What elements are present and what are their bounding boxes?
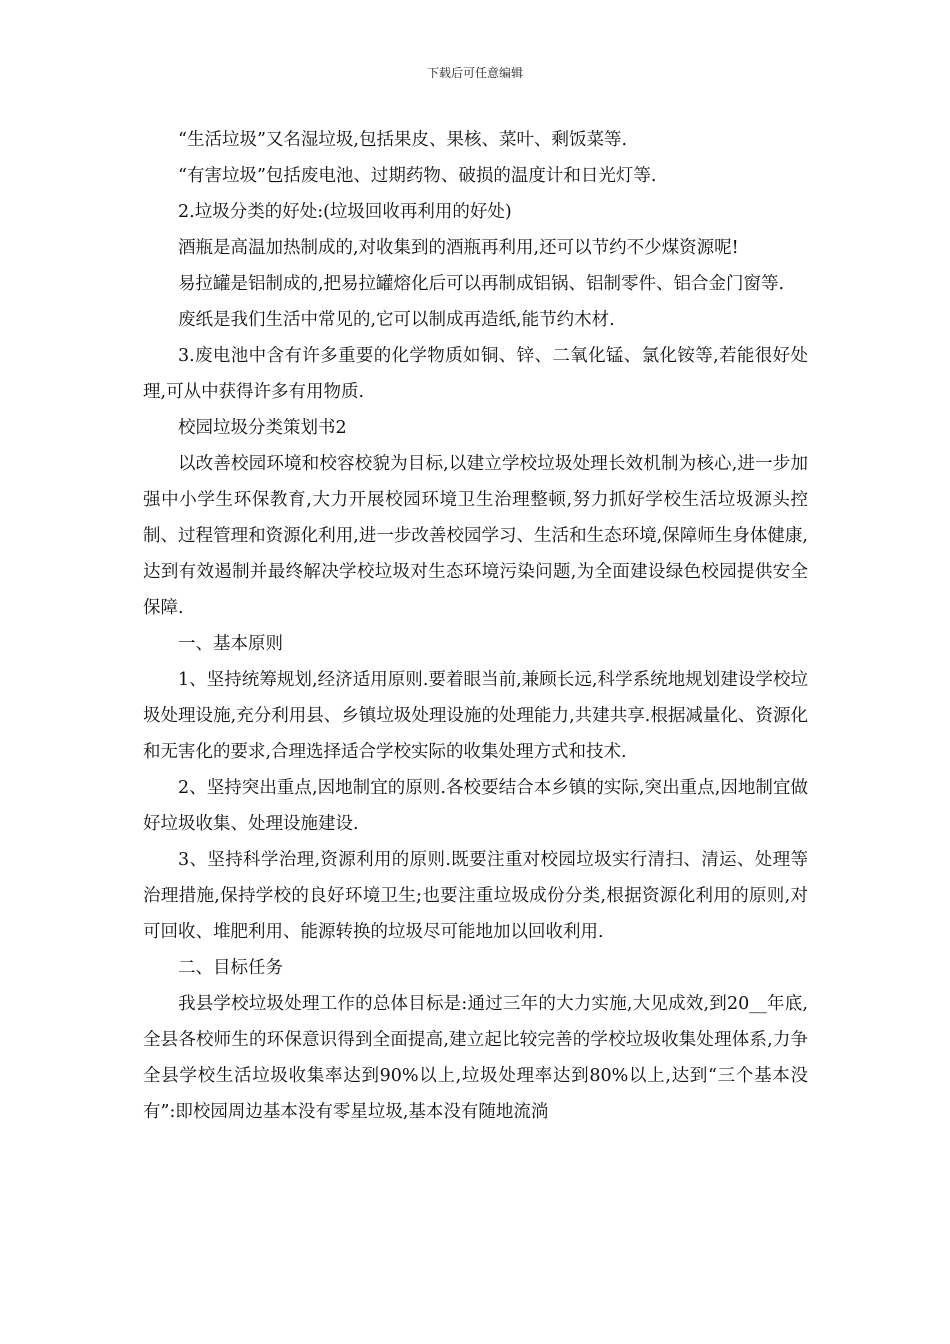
paragraph: 以改善校园环境和校容校貌为目标,以建立学校垃圾处理长效机制为核心,进一步加强中小学生环保教育,大力开展校园环境卫生治理整顿,努力抓好学校生活垃圾源头控制、过程管理和资源化利用,进一步改善校园学习、生活和生态环境,保障师生身体健康,达到有效遏制并最终解决学校垃圾对生态环境污染问题,为全面建设绿色校园提供安全保障. [143, 454, 808, 618]
paragraph: 3、坚持科学治理,资源利用的原则.既要注重对校园垃圾实行清扫、清运、处理等治理措施,保持学校的良好环境卫生;也要注重垃圾成份分类,根据资源化利用的原则,对可回收、堆肥利用、能源转换的垃圾尽可能地加以回收利用. [143, 850, 808, 942]
paragraph: 易拉罐是铝制成的,把易拉罐熔化后可以再制成铝锅、铝制零件、铝合金门窗等. [178, 274, 785, 294]
paragraph: 废纸是我们生活中常见的,它可以制成再造纸,能节约木材. [178, 310, 615, 330]
paragraph: 3.废电池中含有许多重要的化学物质如铜、锌、二氧化锰、氯化铵等,若能很好处理,可从中获得许多有用物质. [143, 346, 808, 402]
paragraph: 2.垃圾分类的好处:(垃圾回收再利用的好处) [178, 202, 512, 222]
page-header: 下载后可任意编辑 [426, 66, 523, 80]
paragraph: “生活垃圾”又名湿垃圾,包括果皮、果核、菜叶、剩饭菜等. [178, 130, 628, 150]
section-heading: 一、基本原则 [178, 634, 283, 654]
paragraph: 2、坚持突出重点,因地制宜的原则.各校要结合本乡镇的实际,突出重点,因地制宜做好垃圾收集、处理设施建设. [143, 778, 808, 834]
section-heading: 二、目标任务 [178, 958, 283, 978]
paragraph: 我县学校垃圾处理工作的总体目标是:通过三年的大力实施,大见成效,到20__年底,全县各校师生的环保意识得到全面提高,建立起比较完善的学校垃圾收集处理体系,力争全县学校生活垃圾收集率达到90%以上,垃圾处理率达到80%以上,达到“三个基本没有”:即校园周边基本没有零星垃圾,基本没有随地流淌 [143, 994, 808, 1122]
section-title: 校园垃圾分类策划书2 [178, 418, 347, 438]
paragraph: “有害垃圾”包括废电池、过期药物、破损的温度计和日光灯等. [178, 166, 657, 186]
document-body [143, 122, 808, 1130]
paragraph: 1、坚持统筹规划,经济适用原则.要着眼当前,兼顾长远,科学系统地规划建设学校垃圾处理设施,充分利用县、乡镇垃圾处理设施的处理能力,共建共享.根据减量化、资源化和无害化的要求,合理选择适合学校实际的收集处理方式和技术. [143, 670, 808, 762]
paragraph: 酒瓶是高温加热制成的,对收集到的酒瓶再利用,还可以节约不少煤资源呢! [178, 238, 739, 258]
